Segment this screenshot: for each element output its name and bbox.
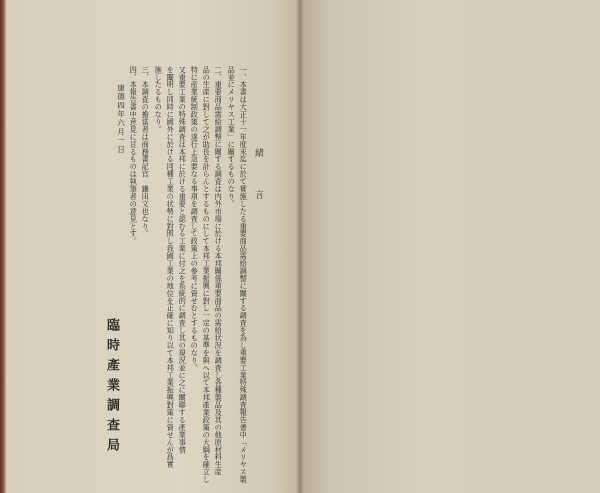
preface-date: 康德四年六月一日	[116, 66, 126, 154]
preface-item-4: 四、本報告書中意見に亘るものは執筆者の意見とす。	[129, 66, 139, 245]
left-page	[6, 0, 300, 493]
issuing-bureau-signature: 臨時產業調查局	[104, 318, 119, 458]
preface-item-1-line-1: 一、本書は大正十一年度末迄に於て實施したる重要商品需給調整に關する調査を為し重要工業特殊調査報告書中「メリヤス製	[239, 66, 249, 484]
preface-item-2-line-4: 又重要工業の特殊調査は本邦に於ける重要と認むる工業に付之を系統的に調査し其の現況並に之に關聯する產業事情	[178, 66, 188, 454]
preface-item-2-line-5: を闡明し同時に國外に於ける同種工業の状勢に對照し我國工業の地位を正確に知り以て本邦工業振興對策に資せんが爲實	[166, 66, 176, 469]
preface-item-2-line-2: 品の生産に對して之が助長を計らんとするものにして本邦工業振興に對し一定の基準を與へ以て本邦產業政策の大綱を確立し	[202, 66, 212, 484]
preface-item-3: 三、本調査の擔當者は商務書記官 鎌田文也なり。	[141, 66, 151, 238]
preface-item-2-line-1: 二、重要商品需給調整に關する調査は内外市場に於ける本邦關係重要商品の需給状況を調査し各種製品及其の他原材料生産	[214, 66, 224, 476]
book-gutter	[296, 0, 304, 493]
right-page	[300, 0, 600, 493]
preface-item-2-line-3: 特に産業統制政策の遂行上急要なる事項を調査して政策上の參考に資せむとするものなり。	[190, 66, 200, 372]
preface-heading: 緒 言	[253, 148, 263, 211]
preface-item-1-line-2: 品並にメリヤス工業」に關するものなり。	[227, 66, 237, 208]
preface-item-2-line-6: 施したるものなり。	[154, 66, 164, 134]
